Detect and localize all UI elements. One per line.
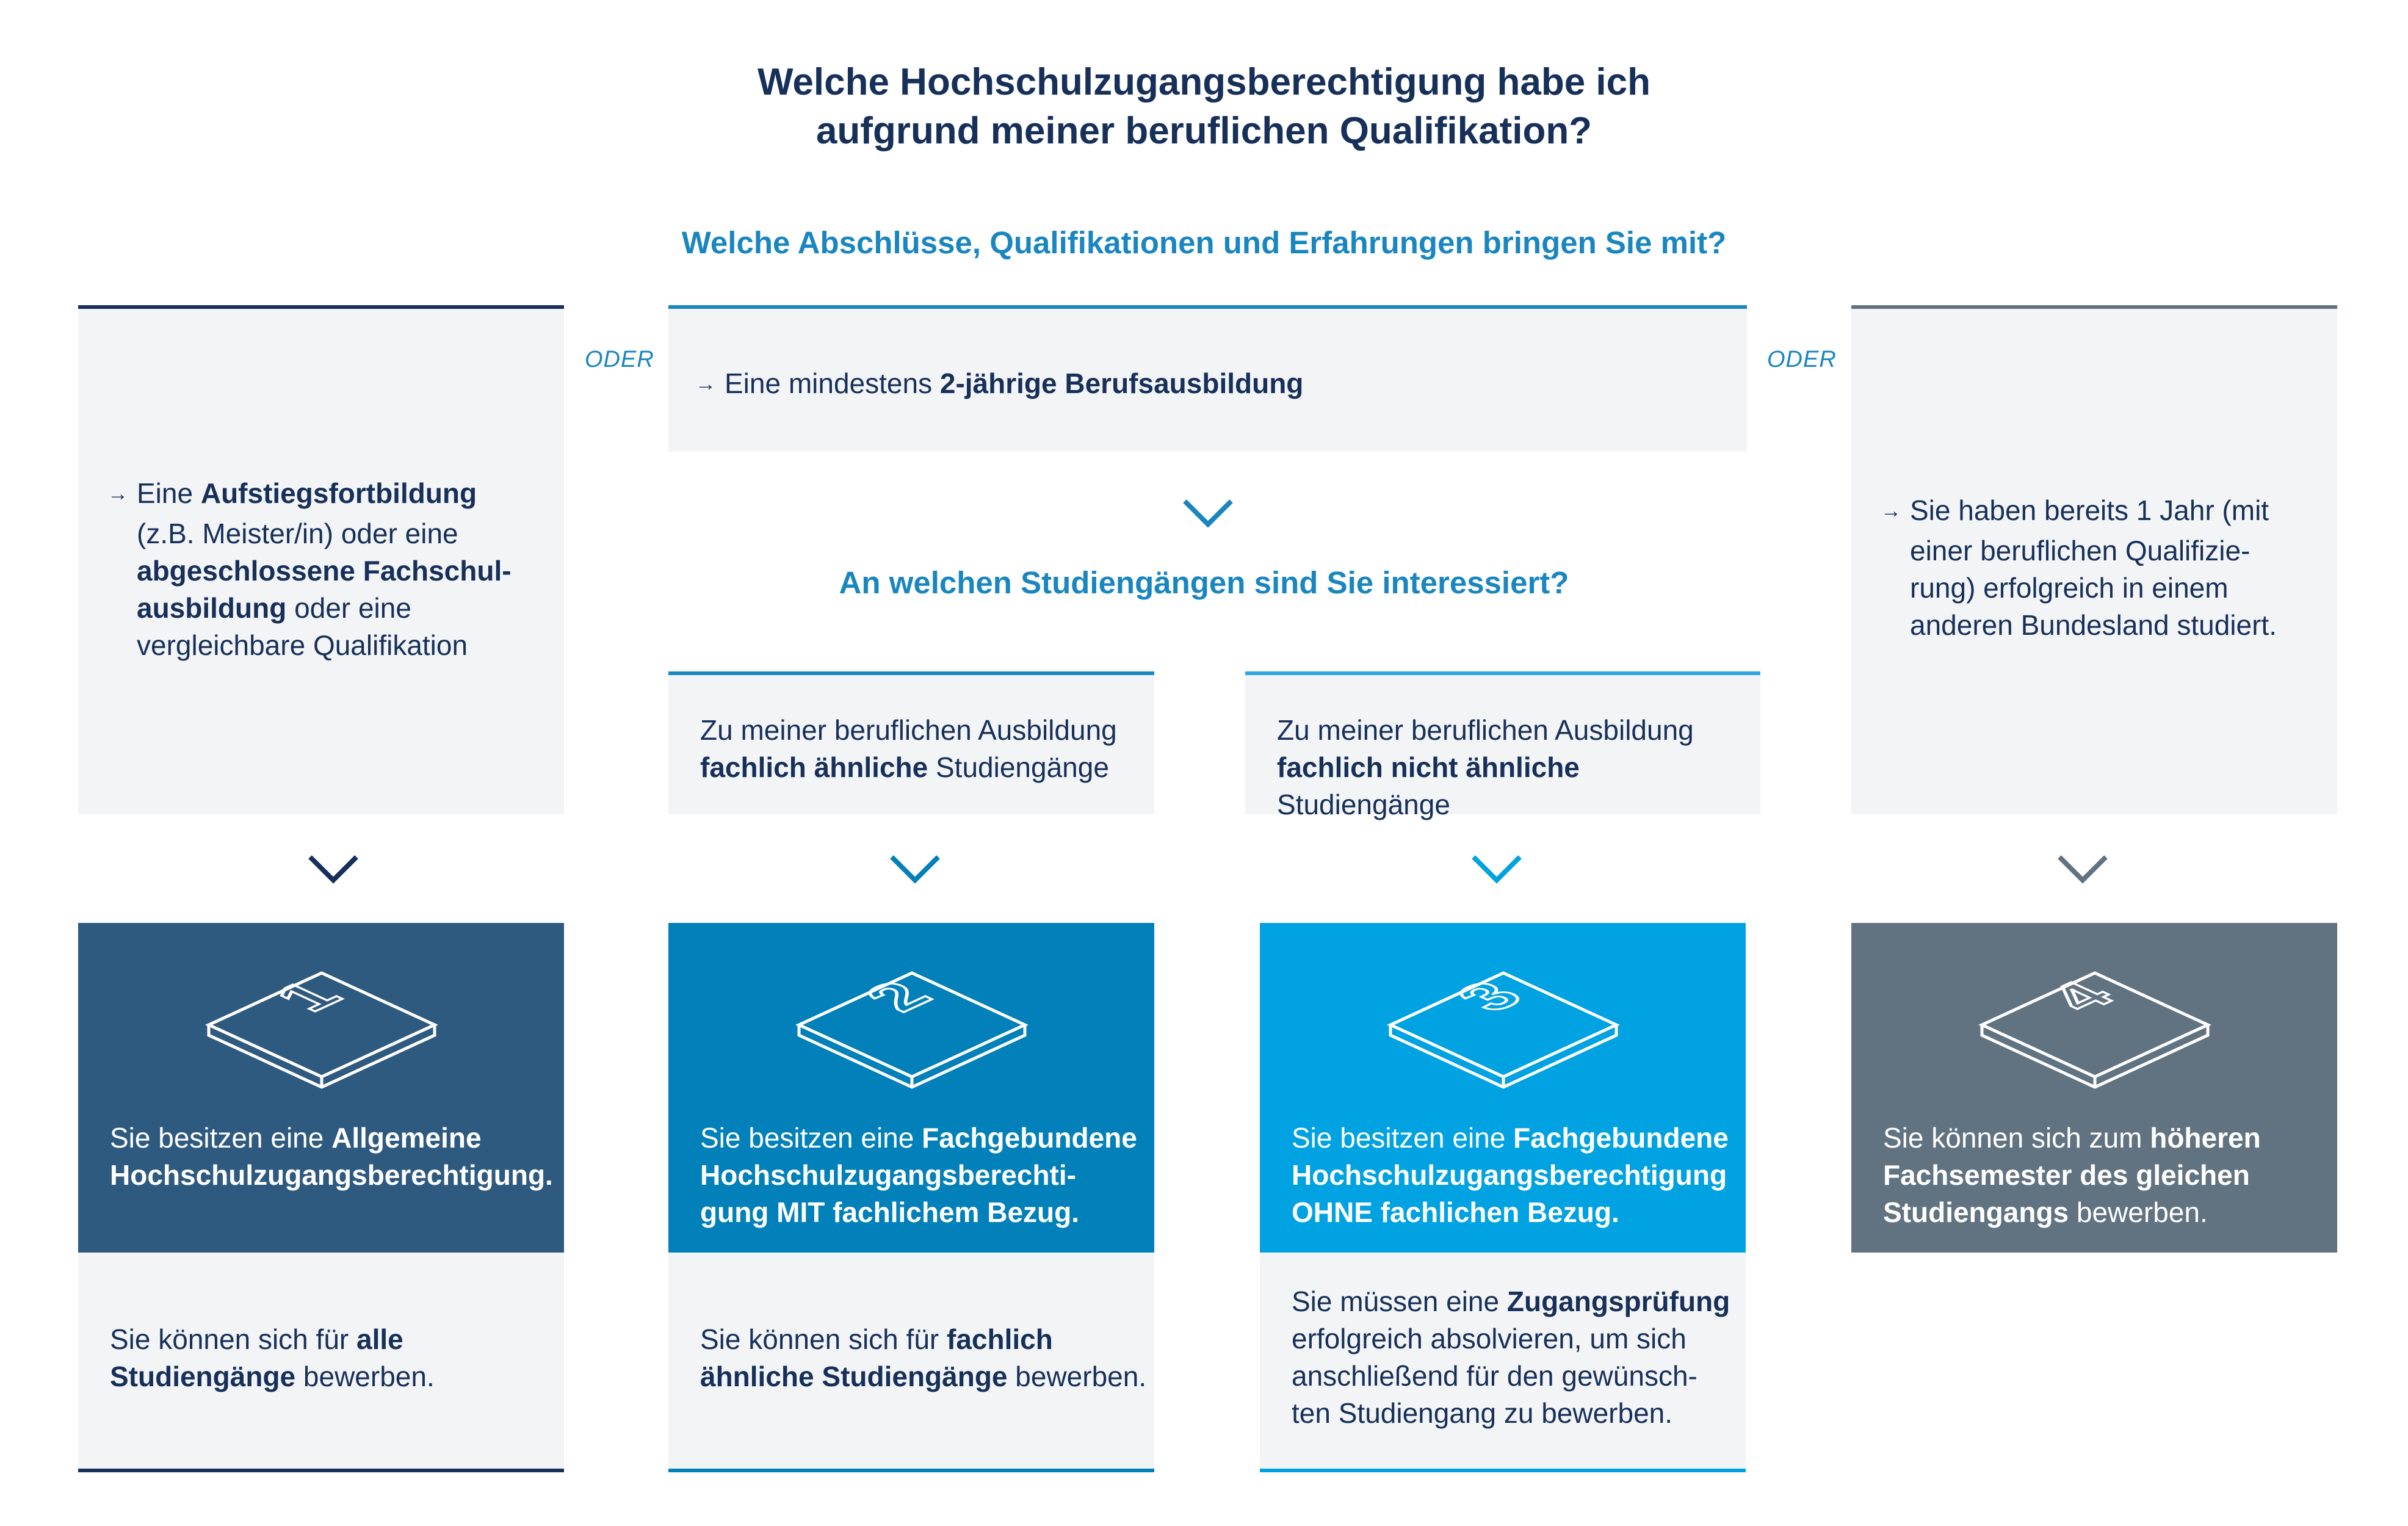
or-label: ODER xyxy=(585,347,654,372)
option-non-similar-studies-text: Zu meiner beruflichen Ausbildung fachlich nicht ähnliche Studiengänge xyxy=(1277,714,1694,820)
outcome-text-entrance-exam: Sie müssen eine Zugangsprüfung erfolgreich absolvieren, um sich anschließend für den gewünsch- ten Studiengang zu bewerben. xyxy=(1292,1286,1730,1429)
tile-4-icon xyxy=(1976,967,2214,1101)
qualification-text-advanced-training: → Eine Aufstiegsfortbildung (z.B. Meister/in) oder eine abgeschlossene Fachschul- ausbildung oder eine vergleichbare Qualifikation xyxy=(107,477,512,661)
svg-text:4: 4 xyxy=(2031,974,2130,1019)
outcome-box-entrance-exam xyxy=(1260,1253,1746,1472)
chevron-down-icon xyxy=(1471,853,1522,884)
option-similar-studies xyxy=(668,671,1154,814)
qualification-box-vocational-training xyxy=(668,305,1747,452)
result-text-higher-semester: Sie können sich zum höheren Fachsemester des gleichen Studiengangs bewerben. xyxy=(1883,1122,2261,1228)
title-line-2: aufgrund meiner beruflichen Qualifikation? xyxy=(815,110,1593,152)
qualification-text-vocational-training: → Eine mindestens 2-jährige Berufsausbildung xyxy=(695,367,1304,399)
outcome-box-all-studies xyxy=(78,1253,564,1472)
option-non-similar-studies xyxy=(1245,671,1760,820)
tile-3-icon xyxy=(1384,967,1622,1101)
tile-1-icon xyxy=(203,967,441,1101)
result-box-higher-semester xyxy=(1851,923,2337,1253)
result-text-subject-with-relation: Sie besitzen eine Fachgebundene Hochschulzugangsberechti- gung MIT fachlichem Bezug. xyxy=(700,1122,1137,1228)
svg-text:3: 3 xyxy=(1440,974,1539,1019)
outcome-box-similar-studies xyxy=(668,1253,1154,1472)
question-qualifications: Welche Abschlüsse, Qualifikationen und Erfahrungen bringen Sie mit? xyxy=(681,225,1727,260)
chevron-down-icon xyxy=(1182,497,1234,528)
arrow-icon: → xyxy=(107,482,128,505)
result-text-general-entrance: Sie besitzen eine Allgemeine Hochschulzugangsberechtigung. xyxy=(110,1122,553,1191)
svg-text:2: 2 xyxy=(848,974,947,1019)
result-box-subject-without-relation xyxy=(1260,923,1746,1253)
arrow-icon: → xyxy=(1881,499,1901,523)
tile-2-icon xyxy=(793,967,1031,1101)
page-title xyxy=(0,58,2408,156)
qualification-text-previous-studies: → Sie haben bereits 1 Jahr (mit einer beruflichen Qualifizie- rung) erfolgreich in einem anderen Bundesland studiert. xyxy=(1881,494,2277,641)
result-box-general-entrance xyxy=(78,923,564,1253)
outcome-text-all-studies: Sie können sich für alle Studiengänge bewerben. xyxy=(110,1323,435,1392)
qualification-box-previous-studies xyxy=(1851,305,2337,814)
option-similar-studies-text: Zu meiner beruflichen Ausbildung fachlich ähnliche Studiengänge xyxy=(700,714,1117,783)
result-text-subject-without-relation: Sie besitzen eine Fachgebundene Hochschulzugangsberechtigung OHNE fachlichen Bezug. xyxy=(1292,1122,1729,1228)
svg-text:1: 1 xyxy=(258,974,357,1019)
chevron-down-icon xyxy=(308,853,359,884)
outcome-text-similar-studies: Sie können sich für fachlich ähnliche Studiengänge bewerben. xyxy=(700,1323,1147,1392)
result-box-subject-with-relation xyxy=(668,923,1154,1253)
arrow-icon: → xyxy=(695,372,716,396)
chevron-down-icon xyxy=(2057,853,2108,884)
chevron-down-icon xyxy=(889,853,941,884)
title-line-1: Welche Hochschulzugangsberechtigung habe ich xyxy=(757,61,1651,103)
qualification-box-advanced-training xyxy=(78,305,564,814)
question-study-interest: An welchen Studiengängen sind Sie interessiert? xyxy=(839,565,1569,600)
or-label: ODER xyxy=(1767,347,1837,372)
